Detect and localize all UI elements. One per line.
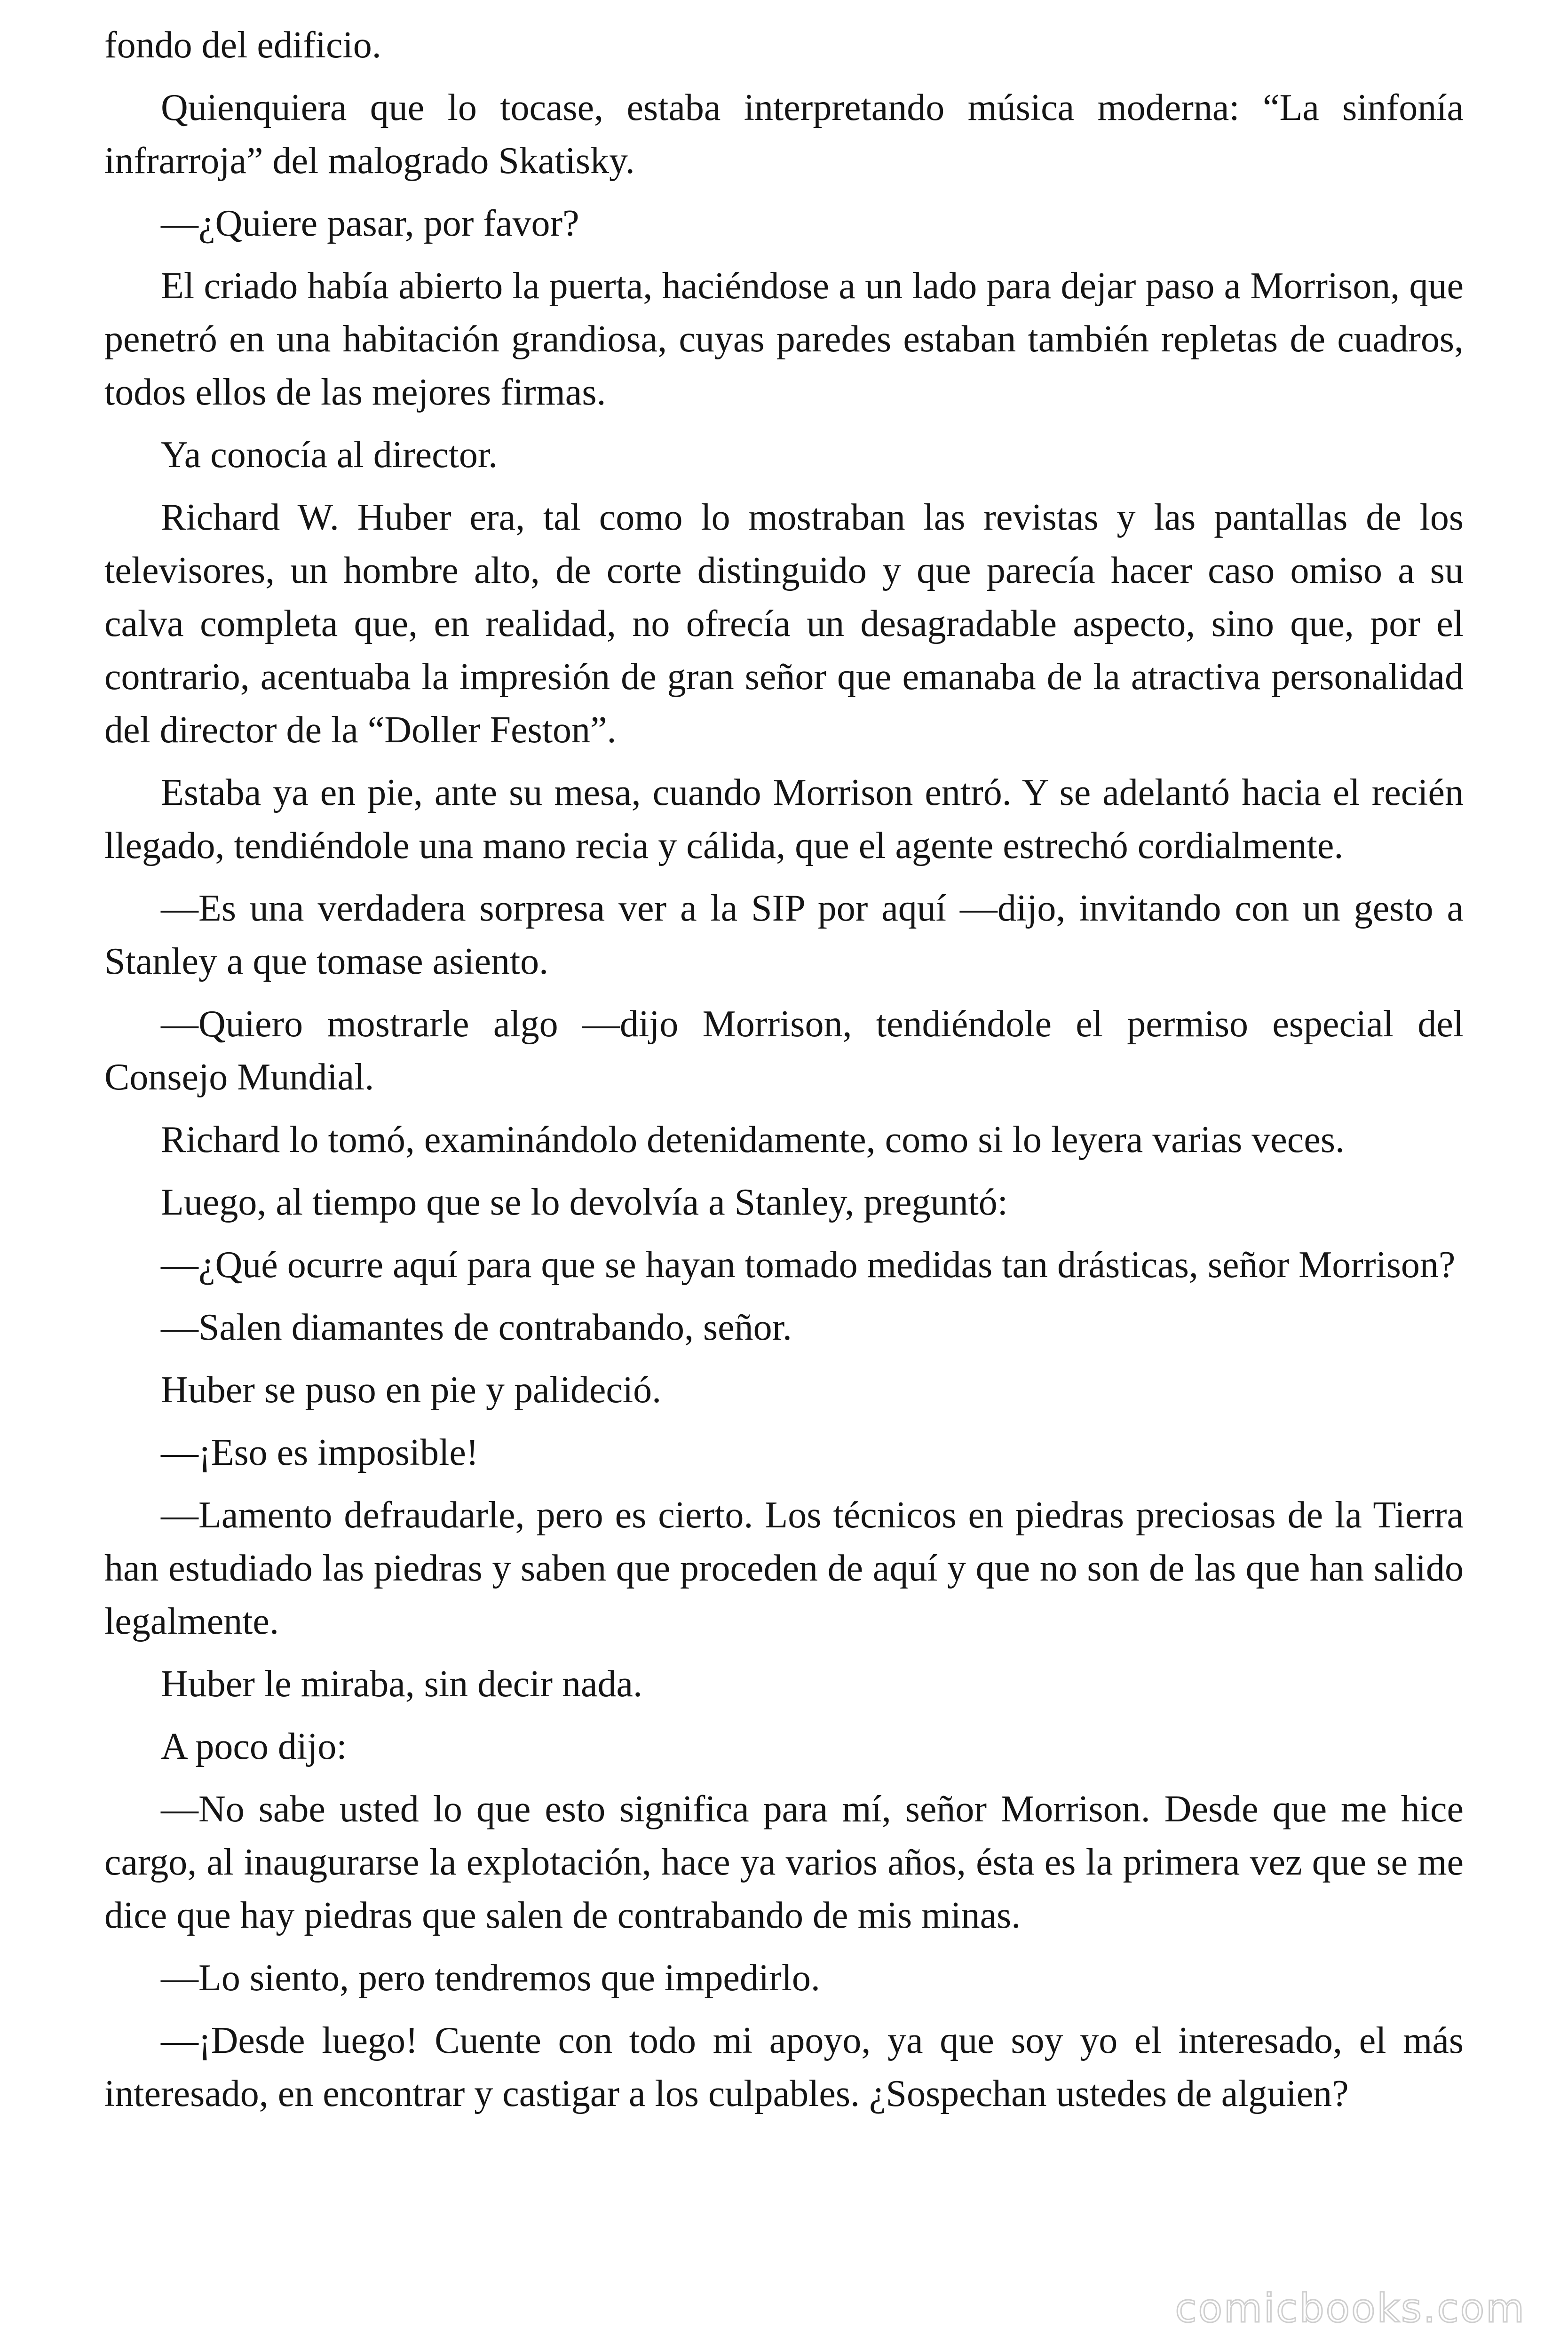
paragraph: —¿Quiere pasar, por favor? <box>161 203 579 244</box>
paragraph: —Es una verdadera sorpresa ver a la SIP por aquí —dijo, invitando con un gesto a Stanley a que tomase asiento. <box>104 888 1464 982</box>
paragraph: —¿Qué ocurre aquí para que se hayan tomado medidas tan drásticas, señor Morrison? <box>161 1244 1456 1286</box>
page-text <box>104 19 1464 2130</box>
paragraph: Ya conocía al director. <box>161 434 498 476</box>
paragraph: —Salen diamantes de contrabando, señor. <box>161 1307 792 1348</box>
paragraph: El criado había abierto la puerta, haciéndose a un lado para dejar paso a Morrison, que penetró en una habitación grandiosa, cuyas paredes estaban también repletas de cuadros, todos ellos de las mejores firmas. <box>104 265 1464 413</box>
paragraph: Estaba ya en pie, ante su mesa, cuando Morrison entró. Y se adelantó hacia el recién llegado, tendiéndole una mano recia y cálida, que el agente estrechó cordialmente. <box>104 772 1464 866</box>
paragraph: fondo del edificio. <box>104 24 381 66</box>
paragraph: —¡Eso es imposible! <box>161 1432 479 1473</box>
paragraph: —Lamento defraudarle, pero es cierto. Los técnicos en piedras preciosas de la Tierra han estudiado las piedras y saben que proceden de aquí y que no son de las que han salido legalmente. <box>104 1494 1464 1642</box>
paragraph: Luego, al tiempo que se lo devolvía a Stanley, preguntó: <box>161 1182 1008 1223</box>
paragraph: A poco dijo: <box>161 1726 347 1767</box>
paragraph: Richard W. Huber era, tal como lo mostraban las revistas y las pantallas de los televisores, un hombre alto, de corte distinguido y que parecía hacer caso omiso a su calva completa que, en realidad, no ofrecía un desagradable aspecto, sino que, por el contrario, acentuaba la impresión de gran señor que emanaba de la atractiva personalidad del director de la “Doller Feston”. <box>104 497 1464 751</box>
paragraph: —Quiero mostrarle algo —dijo Morrison, tendiéndole el permiso especial del Consejo Mundial. <box>104 1003 1464 1098</box>
paragraph: —No sabe usted lo que esto significa para mí, señor Morrison. Desde que me hice cargo, al inaugurarse la explotación, hace ya varios años, ésta es la primera vez que se me dice que hay piedras que salen de contrabando de mis minas. <box>104 1788 1464 1936</box>
paragraph: —Lo siento, pero tendremos que impedirlo. <box>161 1957 820 1999</box>
paragraph: Quienquiera que lo tocase, estaba interpretando música moderna: “La sinfonía infrarroja” del malogrado Skatisky. <box>104 87 1464 182</box>
paragraph: —¡Desde luego! Cuente con todo mi apoyo, ya que soy yo el interesado, el más interesado, en encontrar y castigar a los culpables. ¿Sospechan ustedes de alguien? <box>104 2020 1464 2114</box>
watermark: comicbooks.com <box>1175 2285 1526 2331</box>
paragraph: Richard lo tomó, examinándolo detenidamente, como si lo leyera varias veces. <box>161 1119 1345 1160</box>
paragraph: Huber le miraba, sin decir nada. <box>161 1663 643 1705</box>
paragraph: Huber se puso en pie y palideció. <box>161 1369 662 1411</box>
